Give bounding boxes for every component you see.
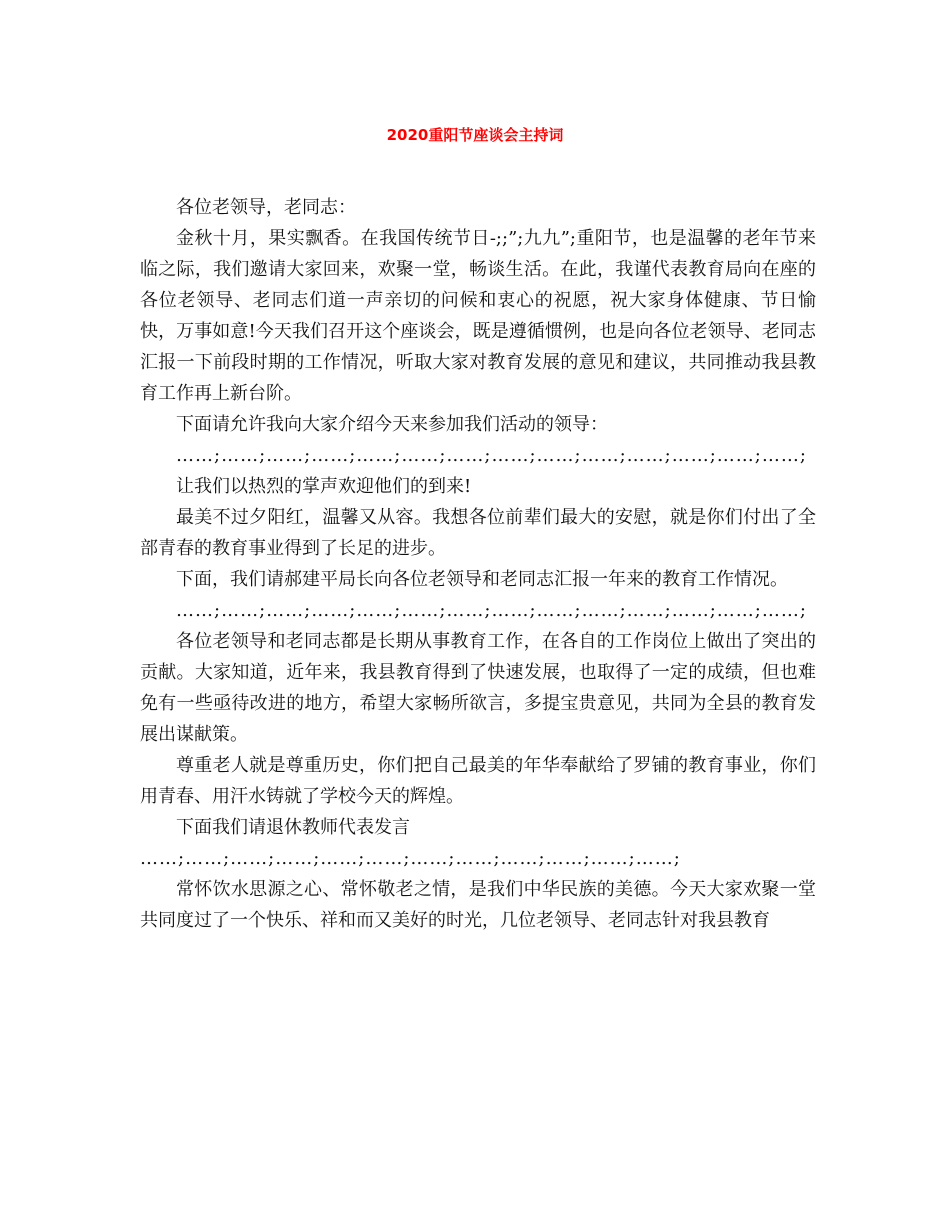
paragraph-introduce-leaders: 下面请允许我向大家介绍今天来参加我们活动的领导：: [176, 414, 608, 435]
paragraph-opening: 金秋十月，果实飘香。在我国传统节日-;;”;九九”;重阳节，也是温馨的老年节来临之际，我们邀请大家回来，欢聚一堂，畅谈生活。在此，我谨代表教育局向在座的各位老领导、老同志们道一声亲切的问候和衷心的祝愿，祝大家身体健康、节日愉快，万事如意!今天我们召开这个座谈会，既是遵循惯例，也是向各位老领导、老同志汇报一下前段时期的工作情况，听取大家对教育发展的意见和建议，共同推动我县教育工作再上新台阶。: [140, 228, 816, 404]
paragraph-placeholder-dots: ……;……;……;……;……;……;……;……;……;……;……;……;: [140, 848, 681, 869]
paragraph-director-report: 下面，我们请郝建平局长向各位老领导和老同志汇报一年来的教育工作情况。: [176, 569, 788, 590]
paragraph-contributions: 各位老领导和老同志都是长期从事教育工作，在各自的工作岗位上做出了突出的贡献。大家知道，近年来，我县教育得到了快速发展，也取得了一定的成绩，但也难免有一些亟待改进的地方，希望大家畅所欲言，多提宝贵意见，共同为全县的教育发展出谋献策。: [140, 631, 816, 745]
paragraph-placeholder-dots: ……;……;……;……;……;……;……;……;……;……;……;……;……;……;: [176, 600, 807, 621]
paragraph-welcome-applause: 让我们以热烈的掌声欢迎他们的到来!: [176, 476, 472, 497]
document-body: [140, 192, 816, 936]
paragraph-sunset: 最美不过夕阳红，温馨又从容。我想各位前辈们最大的安慰，就是你们付出了全部青春的教育事业得到了长足的进步。: [140, 507, 816, 559]
paragraph-closing: 常怀饮水思源之心、常怀敬老之情，是我们中华民族的美德。今天大家欢聚一堂共同度过了一个快乐、祥和而又美好的时光，几位老领导、老同志针对我县教育: [140, 879, 816, 931]
document-title: 2020重阳节座谈会主持词: [386, 126, 564, 144]
paragraph-respect-history: 尊重老人就是尊重历史，你们把自己最美的年华奉献给了罗铺的教育事业，你们用青春、用汗水铸就了学校今天的辉煌。: [140, 755, 816, 807]
paragraph-retired-teacher: 下面我们请退休教师代表发言: [176, 817, 410, 838]
paragraph-placeholder-dots: ……;……;……;……;……;……;……;……;……;……;……;……;……;……;: [176, 445, 807, 466]
paragraph-greeting: 各位老领导，老同志：: [176, 197, 356, 218]
